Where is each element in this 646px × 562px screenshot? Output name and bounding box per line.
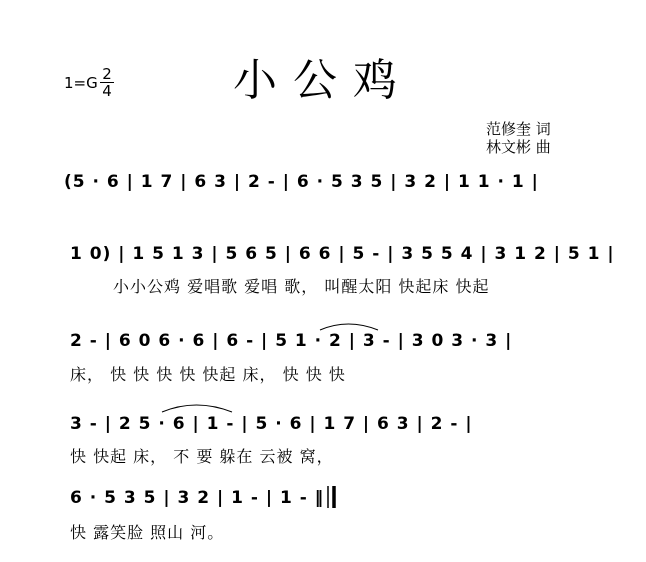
lyrics-line-2: 小小公鸡 爱唱歌 爱唱 歌， 叫醒太阳 快起床 快起 <box>113 277 490 296</box>
song-title: 小公鸡 <box>233 55 413 106</box>
composer-credit: 林文彬 曲 <box>486 138 551 156</box>
lyrics-line-5: 快 露笑脸 照山 河。 <box>70 523 225 542</box>
notation-line-2: 1 0) | 1 5 1 3 | 5 6 5 | 6 6 | 5 - | 3 5 5 4 | 3 1 2 | 5 1 | <box>70 244 615 264</box>
notation-line-4: 3 - | 2 5 · 6 | 1 - | 5 · 6 | 1 7 | 6 3 | 2 - | <box>70 414 473 434</box>
time-signature-bottom: 4 <box>100 82 114 99</box>
key-signature: 1=G <box>64 74 98 92</box>
time-signature-top: 2 <box>102 65 112 83</box>
tie-arc-line-4 <box>162 405 232 412</box>
notation-line-3: 2 - | 6 0 6 · 6 | 6 - | 5 1 · 2 | 3 - | 3 0 3 · 3 | <box>70 331 513 351</box>
lyrics-line-4: 快 快起 床， 不 要 躲在 云被 窝， <box>70 447 334 466</box>
tie-arc-line-3 <box>320 324 378 330</box>
notation-line-1: (5 · 6 | 1 7 | 6 3 | 2 - | 6 · 5 3 5 | 3 2 | 1 1 · 1 | <box>64 172 539 192</box>
lyrics-line-3: 床， 快 快 快 快 快起 床， 快 快 快 <box>70 365 346 384</box>
lyricist-credit: 范修奎 词 <box>486 120 551 138</box>
notation-line-5: 6 · 5 3 5 | 3 2 | 1 - | 1 - ‖ <box>70 488 325 508</box>
